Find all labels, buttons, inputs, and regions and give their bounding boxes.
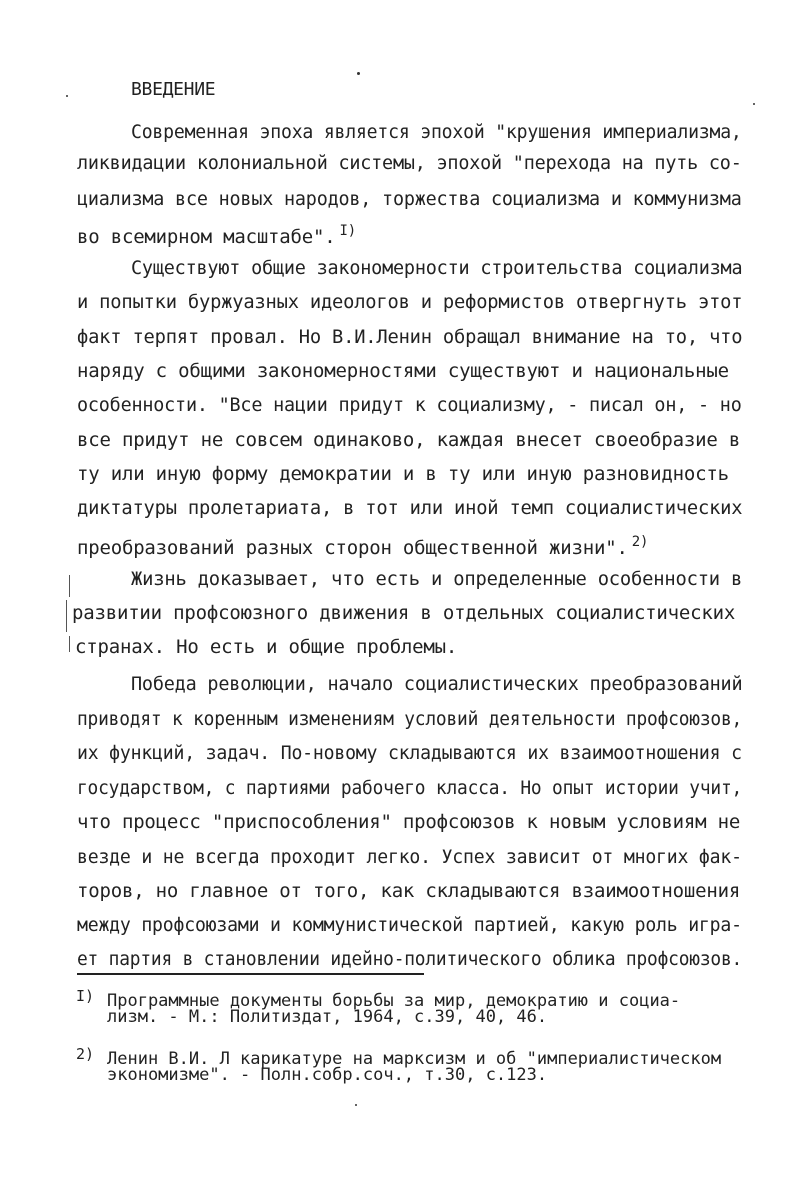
text-line: преобразований разных сторон общественной жизни". $^{2)}$ [77, 534, 649, 559]
text-line: развитии профсоюзного движения в отдельных социалистических [72, 602, 736, 624]
scan-speck [753, 103, 755, 105]
footnote-line: лизм. - М.: Политиздат, 1964, с.39, 40, 46. [107, 1007, 548, 1027]
text-line: везде и не всегда проходит легко. Успех зависит от многих фак- [77, 846, 742, 868]
text-line: ту или иную форму демократии и в ту или иную разновидность [77, 463, 729, 485]
footnote-number: 2) [76, 1045, 95, 1063]
footnote-ref: I) [339, 223, 356, 239]
text-line: их функций, задач. По-новому складываются их взаимоотношения с [77, 742, 742, 764]
text-line: ликвидации колониальной системы, эпохой "перехода на путь со- [77, 152, 742, 174]
text-line: государством, с партиями рабочего класса. Но опыт истории учит, [77, 777, 743, 799]
text-line: Жизнь доказывает, что есть и определенные особенности в [131, 568, 743, 590]
margin-mark [69, 575, 70, 597]
text-line: Современная эпоха является эпохой "крушения империализма, [131, 121, 742, 143]
text-line: наряду с общими закономерностями существуют и национальные [77, 360, 729, 382]
scan-speck [66, 95, 68, 97]
footnote-separator [77, 973, 424, 975]
text-line: что процесс "приспособления" профсоюзов к новым условиям не [77, 811, 741, 833]
text-line: Победа революции, начало социалистических преобразований [131, 673, 743, 695]
text-line: и попытки буржуазных идеологов и реформистов отвергнуть этот [77, 291, 743, 313]
text-line: особенности. "Все нации придут к социализму, - писал он, - но [77, 394, 742, 416]
text-line: между профсоюзами и коммунистической партией, какую роль игра- [77, 914, 742, 936]
footnote-line: экономизме". - Полн.собр.соч., т.30, с.123. [107, 1065, 548, 1085]
footnote-ref: 2) [631, 534, 649, 550]
text-line: торов, но главное от того, как складываются взаимоотношения [77, 880, 741, 902]
text-line: во всемирном масштабе". $^{I)}$ [77, 223, 356, 248]
section-heading: ВВЕДЕНИЕ [131, 79, 216, 100]
footnote-number: I) [76, 987, 95, 1005]
text-line: странах. Но есть и общие проблемы. [75, 636, 458, 658]
margin-mark [69, 636, 70, 652]
margin-mark [66, 600, 67, 632]
text-line: циализма все новых народов, торжества социализма и коммунизма [77, 188, 742, 210]
text-line: ет партия в становлении идейно-политического облика профсоюзов. [77, 948, 743, 970]
text-line: факт терпят провал. Но В.И.Ленин обращал внимание на то, что [77, 326, 743, 348]
scan-speck [355, 1104, 357, 1106]
footnote-line: Ленин В.И. Л карикатуре на марксизм и об "империалистическом [107, 1049, 722, 1069]
text-line: Существуют общие закономерности строительства социализма [131, 257, 743, 279]
text-line: приводят к коренным изменениям условий деятельности профсоюзов, [77, 708, 743, 730]
scan-speck [357, 72, 360, 75]
text-line: все придут не совсем одинаково, каждая внесет своеобразие в [77, 429, 741, 451]
footnote-line: Программные документы борьбы за мир, демократию и социа- [107, 991, 681, 1011]
text-line: диктатуры пролетариата, в тот или иной темп социалистических [77, 497, 743, 519]
